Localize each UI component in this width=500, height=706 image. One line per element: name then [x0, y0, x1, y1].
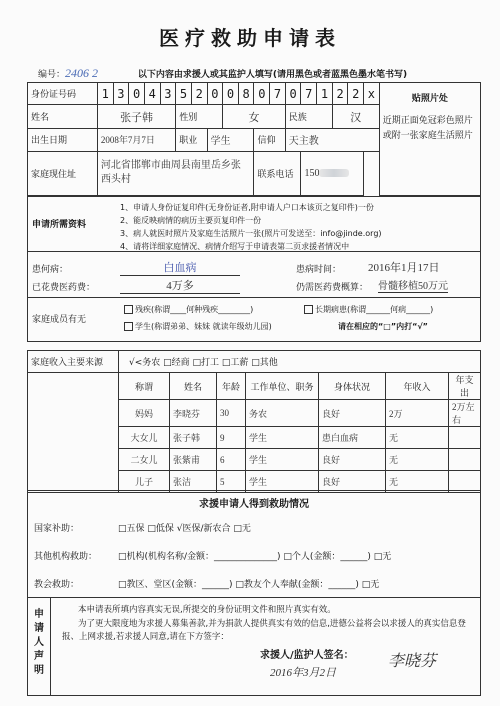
income-table	[27, 350, 481, 493]
student-text: 学生(称谓弟弟、妹妹 就读年级幼儿园)	[135, 322, 272, 331]
student-checkbox[interactable]	[124, 322, 133, 331]
table-cell	[449, 427, 481, 449]
col-header: 年支出	[449, 373, 481, 400]
materials-label: 申请所需资料	[32, 220, 87, 230]
id-digit: 1	[317, 83, 333, 105]
income-sources: √<务农 □经商 □打工 □工薪 □其他	[119, 351, 481, 373]
declaration-text-2: 为了更大限度地为求援人募集善款,并为捐款人提供真实有效的信息,进德公益将会以求援人的真实信息登报、上网求援,若求援人同意,请在下方签字：	[62, 619, 466, 642]
table-cell: 学生	[246, 449, 319, 471]
chronic-option	[304, 303, 433, 316]
gender-value: 女	[223, 105, 286, 129]
income-label: 家庭收入主要来源	[28, 351, 119, 373]
table-cell: 无	[386, 449, 449, 471]
table-cell: 李晓芬	[170, 400, 217, 427]
family-members-block	[27, 298, 481, 342]
photo-label: 贴照片处	[411, 94, 448, 104]
table-cell: 无	[386, 471, 449, 493]
id-digit: x	[364, 83, 380, 105]
job-label: 职业	[176, 129, 207, 151]
id-digit: 0	[129, 83, 145, 105]
signature-date: 2016年3月2日	[270, 667, 336, 679]
other-aid-label: 其他机构救助：	[34, 552, 98, 562]
check-hint: 请在相应的“□”内打“√”	[338, 322, 428, 331]
student-option	[124, 320, 272, 333]
photo-note: 近期正面免冠彩色照片或附一张家庭生活照片	[382, 116, 473, 141]
materials-item: 3、病人就医时照片及家庭生活照片一张(照片可发送至：info@jinde.org)	[120, 229, 382, 238]
need-label: 仍需医药费概算：	[296, 283, 369, 293]
gender-label: 性别	[176, 105, 223, 129]
phone-label: 联系电话	[254, 151, 301, 195]
table-cell: 良好	[319, 449, 386, 471]
birth-value: 2008年7月7日	[97, 129, 175, 151]
id-digit: 0	[285, 83, 301, 105]
declaration-divider	[50, 598, 51, 695]
id-label: 身份证号码	[28, 83, 98, 105]
name-label: 姓名	[28, 105, 98, 129]
id-digit: 2	[332, 83, 348, 105]
table-cell: 张紫甫	[170, 449, 217, 471]
id-digit: 5	[176, 83, 192, 105]
id-digit: 4	[144, 83, 160, 105]
church-aid-label: 教会救助：	[34, 580, 80, 590]
number-value: 2406 2	[65, 66, 99, 80]
chronic-checkbox[interactable]	[304, 305, 313, 314]
ethnic-label: 民族	[285, 105, 332, 129]
signature: 李晓芬	[388, 653, 437, 670]
number-label: 编号：	[38, 70, 66, 80]
disease-label: 患何病：	[32, 265, 69, 275]
col-header: 称谓	[119, 373, 170, 400]
col-header: 年龄	[217, 373, 246, 400]
col-header: 姓名	[170, 373, 217, 400]
phone-value: 150	[304, 167, 320, 179]
disease-value: 白血病	[120, 259, 240, 276]
table-cell: 2万	[386, 400, 449, 427]
materials-item: 2、能反映病情的病历主要页复印件一份	[120, 216, 262, 225]
id-digit: 0	[254, 83, 270, 105]
materials-item: 4、请将详细家庭情况、病情介绍写于申请表第二页求援者情况中	[120, 242, 350, 251]
disability-text: 残疾(称谓____何种残疾________)	[135, 305, 254, 314]
declaration-text-1: 本申请表所填内容真实无误,所提交的身份证明文件和照片真实有效。	[78, 605, 336, 615]
table-cell: 张子韩	[170, 427, 217, 449]
id-digit: 2	[348, 83, 364, 105]
disability-checkbox[interactable]	[124, 305, 133, 314]
redaction-blur	[319, 169, 349, 177]
id-digit: 3	[160, 83, 176, 105]
basic-info-table	[27, 82, 481, 196]
table-cell: 无	[386, 427, 449, 449]
col-header: 身体状况	[319, 373, 386, 400]
form-title: 医疗救助申请表	[159, 26, 341, 50]
table-cell: 2万左右	[449, 400, 481, 427]
state-aid-options: □五保 □低保 √医保/新农合 □无	[118, 524, 251, 534]
col-header: 年收入	[386, 373, 449, 400]
table-cell: 二女儿	[119, 449, 170, 471]
materials-list	[120, 201, 476, 253]
need-value: 骨髓移植50万元	[378, 277, 448, 293]
address-label: 家庭现住址	[28, 151, 98, 195]
id-digit: 0	[207, 83, 223, 105]
disease-time-label: 患病时间：	[296, 265, 342, 275]
id-digit: 8	[238, 83, 254, 105]
table-cell: 大女儿	[119, 427, 170, 449]
aid-block	[27, 490, 481, 598]
table-cell	[449, 449, 481, 471]
chronic-text: 长期病患(称谓______何病______)	[315, 305, 434, 314]
table-cell: 9	[217, 427, 246, 449]
photo-box	[379, 83, 480, 196]
state-aid-label: 国家补助：	[34, 524, 80, 534]
ethnic-value: 汉	[332, 105, 379, 129]
table-cell: 张洁	[170, 471, 217, 493]
signature-label: 求援人/监护人签名：	[260, 650, 354, 661]
id-digit: 0	[223, 83, 239, 105]
table-cell: 学生	[246, 471, 319, 493]
number-line	[38, 66, 407, 81]
materials-block	[27, 196, 481, 252]
phone-cell	[301, 151, 364, 195]
table-cell: 良好	[319, 400, 386, 427]
declaration-block	[27, 598, 481, 696]
table-cell: 学生	[246, 427, 319, 449]
table-cell: 6	[217, 449, 246, 471]
id-digit: 1	[97, 83, 113, 105]
materials-item: 1、申请人身份证复印件(无身份证者,附申请人户口本该页之复印件)一份	[120, 203, 374, 212]
faith-label: 信仰	[254, 129, 285, 151]
address-value: 河北省邯郸市曲周县南里岳乡张西头村	[97, 151, 254, 195]
instructions-note: 以下内容由求援人或其监护人填写(请用黑色或者蓝黑色墨水笔书写)	[137, 70, 408, 80]
table-cell: 5	[217, 471, 246, 493]
birth-label: 出生日期	[28, 129, 98, 151]
table-cell: 患白血病	[319, 427, 386, 449]
church-aid-options: □教区、堂区(金额：______) □教友个人奉献(金额：______) □无	[118, 580, 380, 590]
disease-time-value: 2016年1月17日	[368, 262, 440, 274]
other-aid-options: □机构(机构名称/金额：______________) □个人(金额：______) □无	[118, 552, 392, 562]
id-digit: 3	[113, 83, 129, 105]
family-members-label: 家庭成员有无	[32, 315, 87, 325]
name-value: 张子韩	[97, 105, 175, 129]
aid-title: 求援申请人得到救助情况	[199, 499, 309, 510]
table-cell: 务农	[246, 400, 319, 427]
disease-block	[27, 252, 481, 298]
id-digit: 7	[301, 83, 317, 105]
table-cell: 良好	[319, 471, 386, 493]
faith-value: 天主教	[285, 129, 379, 151]
blank-cell	[28, 373, 119, 493]
table-cell: 妈妈	[119, 400, 170, 427]
disability-option	[124, 303, 253, 316]
declaration-label: 申请人声明	[34, 609, 44, 676]
id-digit: 7	[270, 83, 286, 105]
cost-label: 已花费医药费：	[32, 283, 96, 293]
table-cell: 儿子	[119, 471, 170, 493]
id-digit: 2	[191, 83, 207, 105]
col-header: 工作单位、职务	[246, 373, 319, 400]
table-cell: 30	[217, 400, 246, 427]
job-value: 学生	[207, 129, 254, 151]
cost-value: 4万多	[120, 277, 240, 294]
